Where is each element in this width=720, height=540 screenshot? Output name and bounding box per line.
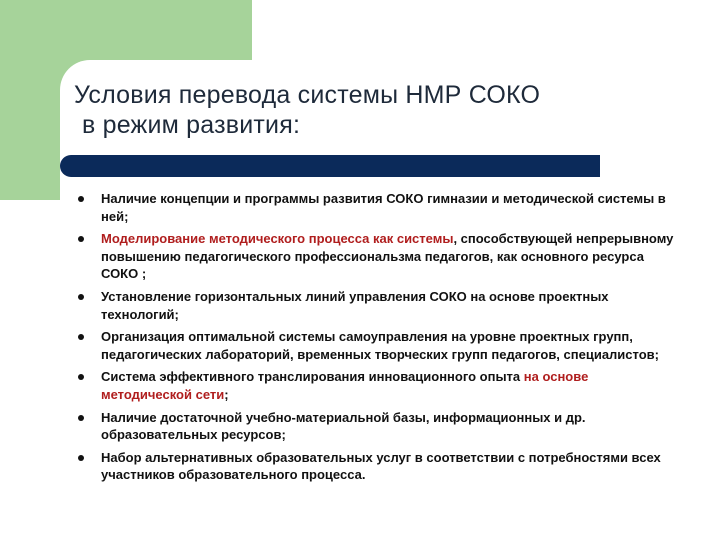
- list-item: [76, 230, 676, 283]
- bullet-icon: [78, 455, 84, 461]
- list-item-text: , способствующей непрерывному повышению педагогического профессиональзма педагогов, как основного ресурса СОКО ;: [101, 231, 674, 282]
- list-item-text: ;: [224, 386, 229, 402]
- bullet-icon: [78, 334, 84, 340]
- list-item-text: Набор альтернативных образовательных услуг в соответствии с потребностями всех участников образовательного процесса.: [101, 449, 661, 483]
- list-item-text: на основе методической сети: [101, 369, 589, 402]
- list-item: [76, 190, 676, 225]
- bullet-icon: [78, 374, 84, 380]
- list-item: [76, 449, 676, 484]
- conditions-list: [76, 190, 676, 489]
- list-item: [76, 368, 676, 403]
- slide-title-line-1: Условия перевода системы НМР СОКО: [74, 81, 541, 109]
- bullet-icon: [78, 415, 84, 421]
- title-underline-bar: [60, 155, 600, 177]
- slide-title: [74, 80, 540, 140]
- list-item-text: Наличие достаточной учебно-материальной базы, информационных и др. образовательных ресурсов;: [101, 409, 586, 443]
- slide-title-line-2: в режим развития:: [82, 111, 301, 139]
- list-item-text: Организация оптимальной системы самоуправления на уровне проектных групп, педагогических лабораторий, временных творческих групп педагогов, специалистов;: [101, 329, 659, 362]
- list-item: [76, 328, 676, 363]
- bullet-icon: [78, 294, 84, 300]
- bullet-icon: [78, 236, 84, 242]
- list-item-text: Установление горизонтальных линий управления СОКО на основе проектных технологий;: [101, 288, 609, 322]
- list-item-text: Наличие концепции и программы развития СОКО гимназии и методической системы в ней;: [101, 191, 666, 224]
- bullet-icon: [78, 196, 84, 202]
- list-item-text: Моделирование методического процесса как системы: [101, 231, 454, 247]
- list-item-text: Система эффективного транслирования инновационного опыта: [101, 369, 524, 385]
- list-item: [76, 409, 676, 444]
- list-item: [76, 288, 676, 323]
